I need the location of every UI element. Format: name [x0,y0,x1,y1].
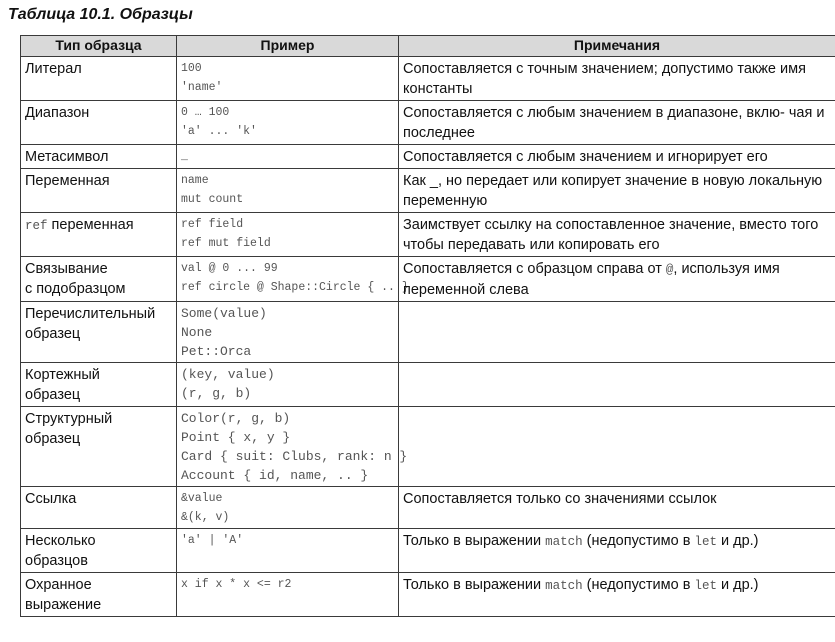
example-code-line: val @ 0 ... 99 [181,262,278,275]
note-text: Сопоставляется только со значениями ссылок [403,491,717,507]
pattern-type-text: Ссылка [25,491,77,507]
pattern-type-cell [21,302,177,363]
example-code-line: x if x * x <= r2 [181,578,292,591]
example-code-line: Color(r, g, b) [181,411,291,426]
example-code-line: Account { id, name, .. } [181,468,369,483]
example-code-line: Point { x, y } [181,430,291,445]
pattern-type-cell [21,407,177,487]
note-text: Сопоставляется с любым значением в диапазоне, вклю- [403,105,785,121]
table-row [21,145,835,169]
note-code-keyword: let [694,535,717,549]
pattern-note-cell [399,213,835,257]
pattern-type-cell [21,213,177,257]
note-text: (недопустимо в [582,533,695,549]
header-type: Тип образца [21,36,177,57]
note-text: локальную переменную [403,173,823,209]
table-row [21,257,835,302]
note-text: и др.) [716,577,759,593]
note-code-keyword: @ [665,263,674,277]
note-text: Как _, но передает или копирует значение в новую [403,173,745,189]
note-text: переменной слева [403,282,529,298]
example-code-line: &(k, v) [181,511,230,524]
pattern-note-cell [399,257,835,302]
table-row [21,407,835,487]
note-text: , используя имя [673,261,780,277]
example-code-line: Card { suit: Clubs, rank: n } [181,449,408,464]
note-code-keyword: let [694,579,717,593]
pattern-type-cell [21,145,177,169]
table-row [21,573,835,617]
pattern-note-cell [399,145,835,169]
pattern-type-text: Структурный [25,411,113,427]
example-code-line: Pet::Orca [181,344,252,359]
pattern-note-cell [399,302,835,363]
pattern-type-text: выражение [25,597,102,613]
note-text: имя константы [403,61,806,97]
pattern-type-text: образец [25,431,81,447]
note-text: Сопоставляется с образцом справа от [403,261,666,277]
header-notes: Примечания [399,36,835,57]
note-text: Только в выражении [403,577,546,593]
pattern-type-text: образец [25,326,81,342]
pattern-example-cell [177,573,399,617]
pattern-example-cell [177,145,399,169]
pattern-type-cell [21,573,177,617]
table-row [21,169,835,213]
patterns-table [20,35,835,617]
note-text: того чтобы передавать или копировать его [403,217,819,253]
header-example: Пример [177,36,399,57]
example-code-line: mut count [181,193,244,206]
pattern-type-text: с подобразцом [25,281,126,297]
pattern-example-cell [177,487,399,529]
example-code-line: &value [181,492,223,505]
pattern-type-cell [21,101,177,145]
example-code-line: Some(value) [181,306,267,321]
note-text: и др.) [716,533,759,549]
note-text: (недопустимо в [582,577,695,593]
note-text: чая и последнее [403,105,825,141]
example-code-line: ref circle @ Shape::Circle { .. } [181,281,409,294]
pattern-note-cell [399,57,835,101]
pattern-example-cell [177,363,399,407]
example-code-line: None [181,325,213,340]
table-row [21,57,835,101]
table-row [21,529,835,573]
note-text: Сопоставляется с любым значением и игнорирует его [403,149,768,165]
pattern-type-text: Литерал [25,61,82,77]
note-text: Только в выражении [403,533,546,549]
example-code-line: 'a' ... 'k' [181,125,257,138]
pattern-type-keyword: ref [25,219,48,233]
example-code-line: (r, g, b) [181,386,252,401]
pattern-note-cell [399,407,835,487]
table-caption: Таблица 10.1. Образцы [8,6,193,23]
pattern-note-cell [399,363,835,407]
pattern-type-text: образцов [25,553,88,569]
pattern-type-text: ref переменная [25,217,134,233]
example-code-line: 'name' [181,81,223,94]
pattern-example-cell [177,101,399,145]
example-code-line: _ [181,150,188,163]
note-code-keyword: match [545,535,583,549]
pattern-type-text: Кортежный [25,367,100,383]
note-text: Заимствует ссылку на сопоставленное значение, вместо [403,217,787,233]
pattern-type-text: Диапазон [25,105,90,121]
table-row [21,487,835,529]
pattern-example-cell [177,529,399,573]
pattern-note-cell [399,101,835,145]
example-code-line: 100 [181,62,202,75]
pattern-type-cell [21,363,177,407]
pattern-note-cell [399,487,835,529]
pattern-example-cell [177,257,409,302]
pattern-type-text: Перечислительный [25,306,156,322]
pattern-note-cell [399,573,835,617]
pattern-type-text: образец [25,387,81,403]
table-header-row [21,36,835,57]
pattern-type-cell [21,57,177,101]
table-row [21,213,835,257]
example-code-line: 0 … 100 [181,106,230,119]
pattern-type-text: Метасимвол [25,149,109,165]
note-code-keyword: match [545,579,583,593]
pattern-type-text: Несколько [25,533,96,549]
pattern-example-cell [177,302,399,363]
pattern-example-cell [177,213,399,257]
table-row [21,363,835,407]
pattern-type-cell [21,257,177,302]
pattern-type-cell [21,487,177,529]
pattern-type-cell [21,169,177,213]
pattern-type-text: Связывание [25,261,108,277]
pattern-type-text: Переменная [25,173,110,189]
pattern-note-cell [399,529,835,573]
pattern-type-cell [21,529,177,573]
pattern-type-text: Охранное [25,577,92,593]
pattern-example-cell [177,57,399,101]
example-code-line: ref field [181,218,244,231]
example-code-line: ref mut field [181,237,271,250]
example-code-line: name [181,174,209,187]
table-row [21,302,835,363]
pattern-example-cell [177,169,399,213]
table-row [21,101,835,145]
note-text: Сопоставляется с точным значением; допустимо также [403,61,776,77]
example-code-line: 'a' | 'A' [181,534,244,547]
pattern-example-cell [177,407,408,487]
pattern-note-cell [399,169,835,213]
example-code-line: (key, value) [181,367,275,382]
